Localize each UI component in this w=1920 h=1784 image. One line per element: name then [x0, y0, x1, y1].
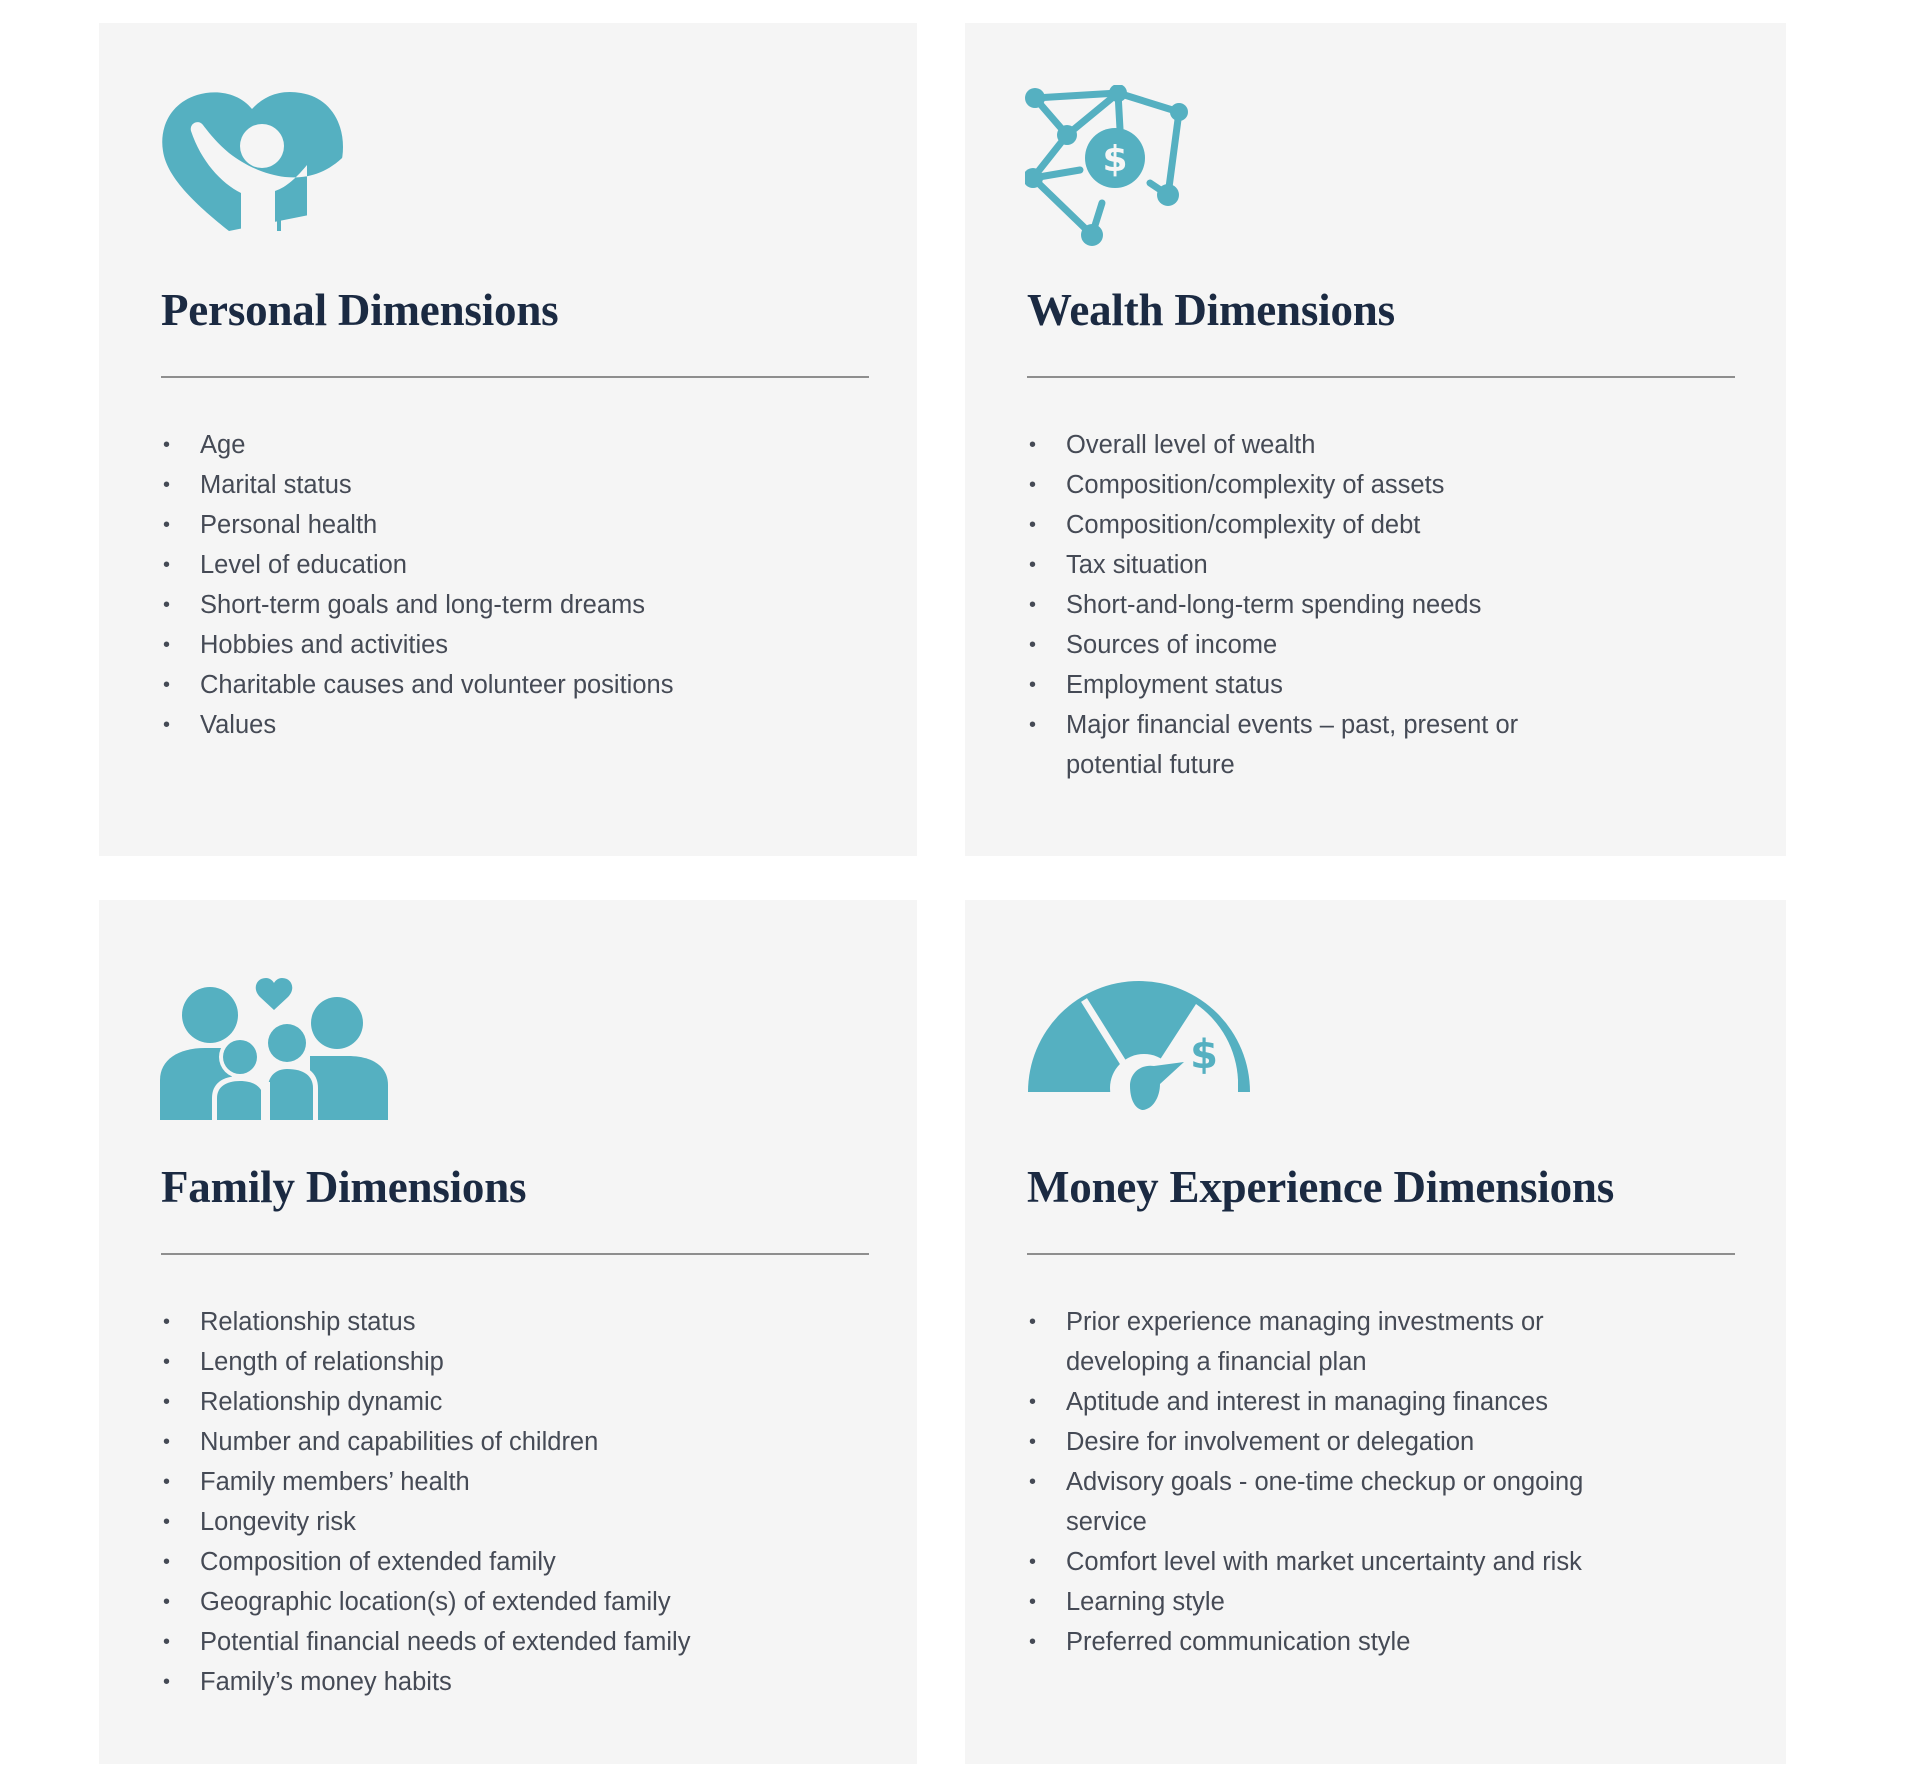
money-gauge-icon — [1026, 980, 1258, 1112]
family-heart-icon — [160, 970, 388, 1120]
list-item: • Composition/complexity of debt — [1027, 505, 1587, 545]
bullet-icon: • — [163, 1391, 171, 1413]
bullet-icon: • — [163, 514, 171, 536]
list-item: • Values — [161, 705, 851, 745]
list-item: • Short-term goals and long-term dreams — [161, 585, 851, 625]
bullet-icon: • — [1029, 1391, 1037, 1413]
bullet-icon: • — [163, 1471, 171, 1493]
list-item: • Geographic location(s) of extended family — [161, 1582, 851, 1622]
bullet-icon: • — [1029, 514, 1037, 536]
list-item: • Comfort level with market uncertainty and risk — [1027, 1542, 1607, 1582]
title-divider — [161, 1253, 869, 1255]
list-item: • Length of relationship — [161, 1342, 851, 1382]
bullet-icon: • — [163, 714, 171, 736]
list-item: • Preferred communication style — [1027, 1622, 1607, 1662]
list-item: • Composition/complexity of assets — [1027, 465, 1587, 505]
bullet-icon: • — [1029, 714, 1037, 736]
bullet-icon: • — [1029, 434, 1037, 456]
personal-dimensions-list — [161, 425, 851, 745]
bullet-icon: • — [163, 1591, 171, 1613]
bullet-icon: • — [163, 594, 171, 616]
bullet-icon: • — [1029, 474, 1037, 496]
list-item: • Advisory goals - one-time checkup or ongoing service — [1027, 1462, 1607, 1542]
bullet-icon: • — [163, 474, 171, 496]
heart-person-icon — [159, 91, 345, 231]
card-title: Personal Dimensions — [161, 285, 559, 335]
list-item: • Number and capabilities of children — [161, 1422, 851, 1462]
svg-text:$: $ — [1190, 1032, 1218, 1078]
bullet-icon: • — [163, 1311, 171, 1333]
title-divider — [1027, 376, 1735, 378]
bullet-icon: • — [1029, 1431, 1037, 1453]
bullet-icon: • — [163, 1631, 171, 1653]
list-item: • Sources of income — [1027, 625, 1587, 665]
list-item: • Aptitude and interest in managing finances — [1027, 1382, 1607, 1422]
list-item: • Employment status — [1027, 665, 1587, 705]
title-divider — [1027, 1253, 1735, 1255]
card-title: Money Experience Dimensions — [1027, 1162, 1615, 1212]
list-item: • Short-and-long-term spending needs — [1027, 585, 1587, 625]
bullet-icon: • — [1029, 634, 1037, 656]
personal-dimensions-card — [99, 23, 917, 856]
bullet-icon: • — [1029, 1311, 1037, 1333]
bullet-icon: • — [1029, 1551, 1037, 1573]
bullet-icon: • — [163, 1431, 171, 1453]
bullet-icon: • — [163, 1351, 171, 1373]
bullet-icon: • — [1029, 554, 1037, 576]
bullet-icon: • — [163, 1671, 171, 1693]
dollar-network-icon — [1025, 85, 1195, 255]
list-item: • Charitable causes and volunteer positions — [161, 665, 851, 705]
svg-text:$: $ — [1102, 139, 1128, 180]
money-experience-dimensions-card — [965, 900, 1786, 1764]
list-item: • Learning style — [1027, 1582, 1607, 1622]
bullet-icon: • — [1029, 1591, 1037, 1613]
bullet-icon: • — [163, 674, 171, 696]
wealth-dimensions-list — [1027, 425, 1587, 785]
bullet-icon: • — [163, 434, 171, 456]
list-item: • Tax situation — [1027, 545, 1587, 585]
bullet-icon: • — [163, 554, 171, 576]
bullet-icon: • — [1029, 1471, 1037, 1493]
wealth-dimensions-card — [965, 23, 1786, 856]
bullet-icon: • — [163, 1551, 171, 1573]
title-divider — [161, 376, 869, 378]
bullet-icon: • — [163, 634, 171, 656]
bullet-icon: • — [163, 1511, 171, 1533]
bullet-icon: • — [1029, 594, 1037, 616]
family-dimensions-list — [161, 1302, 851, 1702]
list-item: • Age — [161, 425, 851, 465]
family-dimensions-card — [99, 900, 917, 1764]
list-item: • Major financial events – past, present or potential future — [1027, 705, 1587, 785]
list-item: • Level of education — [161, 545, 851, 585]
list-item: • Hobbies and activities — [161, 625, 851, 665]
list-item: • Desire for involvement or delegation — [1027, 1422, 1607, 1462]
list-item: • Relationship dynamic — [161, 1382, 851, 1422]
list-item: • Prior experience managing investments or developing a financial plan — [1027, 1302, 1607, 1382]
list-item: • Overall level of wealth — [1027, 425, 1587, 465]
list-item: • Family’s money habits — [161, 1662, 851, 1702]
list-item: • Potential financial needs of extended family — [161, 1622, 851, 1662]
bullet-icon: • — [1029, 674, 1037, 696]
money-experience-dimensions-list — [1027, 1302, 1607, 1662]
list-item: • Family members’ health — [161, 1462, 851, 1502]
list-item: • Personal health — [161, 505, 851, 545]
list-item: • Relationship status — [161, 1302, 851, 1342]
card-title: Family Dimensions — [161, 1162, 527, 1212]
list-item: • Longevity risk — [161, 1502, 851, 1542]
list-item: • Marital status — [161, 465, 851, 505]
list-item: • Composition of extended family — [161, 1542, 851, 1582]
card-title: Wealth Dimensions — [1027, 285, 1395, 335]
bullet-icon: • — [1029, 1631, 1037, 1653]
